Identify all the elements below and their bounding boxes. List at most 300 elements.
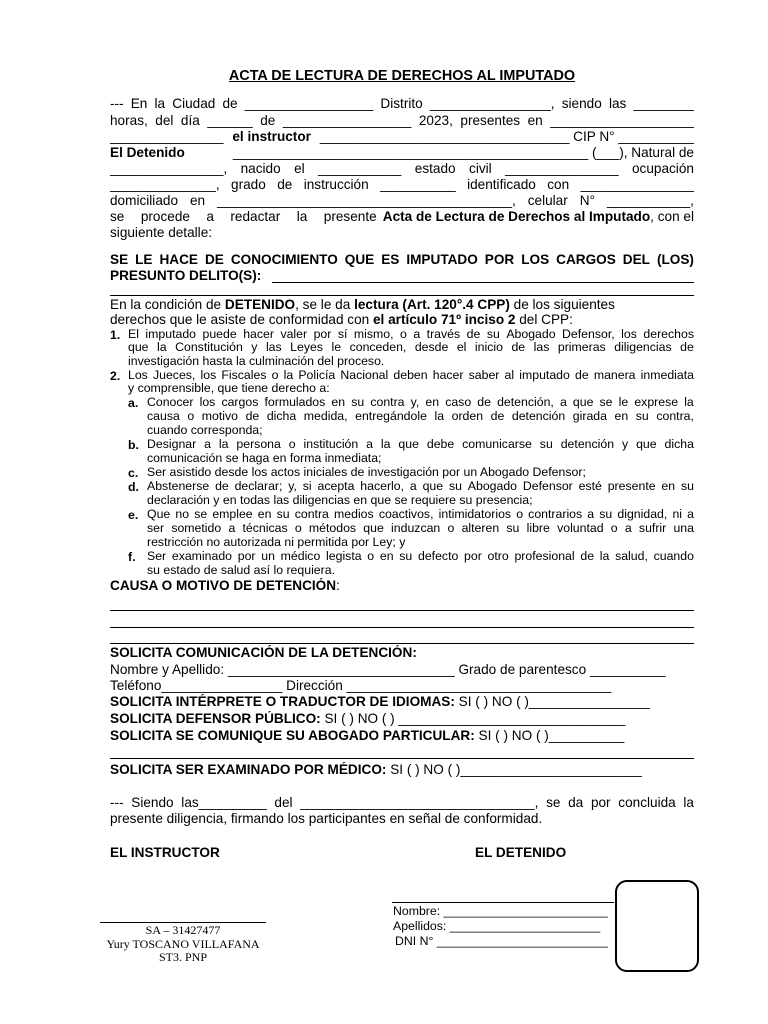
word: Jueces, — [152, 369, 196, 382]
word: a — [204, 438, 211, 451]
request-private-lawyer-options: SI ( ) NO ( )__________ — [474, 728, 625, 743]
word: presente — [607, 480, 656, 493]
word: CONOCIMIENTO — [230, 252, 338, 267]
detainee-signature-line — [392, 902, 614, 903]
right-e-line-3: restricción no autorizada ni permitida por Ley; y — [147, 536, 406, 549]
word: la — [218, 438, 229, 451]
word: su — [506, 522, 520, 535]
right-1-line-3: investigación hasta la culminación del proceso. — [128, 355, 385, 368]
word: Conocer — [147, 396, 194, 409]
word: la — [684, 396, 694, 409]
word: procede — [140, 209, 190, 224]
word: le — [618, 396, 629, 409]
word: o — [187, 410, 195, 423]
word: médico — [280, 550, 321, 563]
request-medical-exam-options: SI ( ) NO ( )________________________ — [386, 762, 642, 777]
word: valer — [280, 328, 308, 341]
word: libre — [526, 522, 550, 535]
word: ______________, — [110, 177, 220, 192]
cause-heading-text: CAUSA O MOTIVO DE DETENCIÓN — [110, 578, 337, 593]
right-letter-f: f. — [128, 550, 136, 564]
cause-heading-colon: : — [336, 578, 340, 593]
word: detención — [560, 438, 615, 451]
word: o — [288, 438, 296, 451]
word: dignidad, — [617, 508, 668, 521]
word: declarar; — [234, 480, 283, 493]
word: otro — [487, 550, 509, 563]
word: grado — [231, 177, 266, 192]
word: de — [575, 369, 589, 382]
word: el — [294, 161, 305, 176]
word: de — [277, 177, 293, 192]
word: derechos — [643, 328, 694, 341]
request-public-defender-label: SOLICITA DEFENSOR PÚBLICO: — [110, 711, 321, 726]
word: su — [399, 550, 413, 563]
word: POR — [484, 252, 515, 267]
word: la — [154, 96, 166, 111]
word: de — [511, 341, 526, 354]
right-number-1: 1. — [110, 328, 121, 342]
word: y, — [288, 480, 297, 493]
cause-blank-2 — [110, 627, 694, 628]
word: presentes — [460, 113, 521, 128]
word: _______________________________, — [300, 795, 539, 810]
word: contrarios — [528, 508, 583, 521]
word: su — [539, 438, 553, 451]
word: legista — [326, 550, 362, 563]
word: ______ — [207, 113, 253, 128]
instructor-rank: ST3. PNP — [158, 950, 208, 964]
word: --- — [110, 795, 124, 810]
word: que — [128, 341, 149, 354]
word: y — [251, 341, 258, 354]
word: cargos — [221, 396, 259, 409]
word: y, — [410, 396, 420, 409]
word: Designar — [147, 438, 197, 451]
intro-line-8-words — [110, 209, 377, 225]
word: detención — [511, 410, 566, 423]
word: o — [516, 508, 524, 521]
bold-run: lectura (Art. 120°.4 CPP) — [354, 297, 510, 312]
word: caso — [445, 396, 472, 409]
word: defecto — [417, 550, 459, 563]
right-a-line-3: cuando corresponda; — [147, 424, 263, 437]
word: la — [283, 369, 294, 382]
word: hacer — [432, 369, 464, 382]
word: persona — [236, 438, 281, 451]
word: DE — [204, 252, 224, 267]
word: voluntad — [557, 522, 604, 535]
word: las — [608, 96, 627, 111]
instructor-name: Yury TOSCANO VILLAFANA — [106, 936, 260, 951]
word: inicio — [474, 341, 503, 354]
text-run: derechos que le asiste de conformidad con — [110, 312, 373, 327]
word: una — [673, 522, 694, 535]
word: IMPUTADO — [406, 252, 478, 267]
word: contra, — [656, 410, 694, 423]
word: entregándole — [355, 410, 427, 423]
word: N° — [579, 193, 596, 208]
word: induzcan — [391, 522, 441, 535]
right-2-line-2: y comprensible, que tiene derecho a: — [128, 382, 330, 395]
word: siendo — [561, 96, 602, 111]
bold-run: el artículo 71º inciso 2 — [372, 312, 516, 327]
right-a-line-2 — [147, 410, 694, 424]
word: --- — [110, 96, 124, 111]
word: presente — [323, 209, 377, 224]
request-medical-exam-label: SOLICITA SER EXAMINADO POR MÉDICO: — [110, 762, 387, 777]
word: sí — [337, 328, 348, 341]
word: motivo — [201, 410, 239, 423]
right-letter-b: b. — [128, 438, 139, 452]
intro-line-8-tail: , con el — [650, 209, 694, 224]
right-b-line-2: comunicación se haga en forma inmediata; — [147, 452, 382, 465]
communication-heading: SOLICITA COMUNICACIÓN DE LA DETENCIÓN: — [110, 645, 417, 660]
detainee-dni-line: DNI N° _________________________ — [395, 934, 608, 948]
word: o — [400, 328, 407, 341]
word: que — [636, 438, 657, 451]
right-d-line-1 — [147, 480, 694, 494]
charges-blank-1 — [272, 282, 694, 283]
word: inmediata — [640, 369, 694, 382]
word: a — [413, 328, 421, 341]
word: Fiscales — [221, 369, 267, 382]
word: a — [409, 480, 417, 493]
word: LE — [135, 252, 153, 267]
charges-blank-2 — [110, 295, 694, 296]
word: medios — [334, 508, 374, 521]
word: en — [614, 410, 629, 423]
word: su — [680, 480, 694, 493]
word: (LOS) — [656, 252, 694, 267]
word: sometido — [171, 522, 222, 535]
document-title: ACTA DE LECTURA DE DERECHOS AL IMPUTADO — [228, 68, 576, 84]
word: las — [533, 341, 550, 354]
word: QUE — [344, 252, 375, 267]
word: desde — [414, 341, 449, 354]
word: a — [228, 522, 236, 535]
word: en — [425, 396, 440, 409]
right-f-line-2: su estado de salud así lo requiera. — [147, 564, 335, 577]
word: de — [245, 410, 260, 423]
word: la — [380, 438, 391, 451]
word: su — [635, 410, 649, 423]
word: mismo, — [353, 328, 394, 341]
word: Siendo — [131, 795, 174, 810]
word: medida, — [303, 410, 348, 423]
word: Abstenerse — [147, 480, 210, 493]
word: ocupación — [631, 161, 694, 176]
word: ___________________ — [550, 113, 694, 128]
word: comunicarse — [462, 438, 532, 451]
word: ES — [381, 252, 400, 267]
word: redactar — [230, 209, 281, 224]
word: las_________ — [181, 795, 267, 810]
word: en — [379, 550, 394, 563]
intro-line-4 — [110, 145, 694, 161]
word: la — [157, 341, 167, 354]
text-run: del CPP: — [515, 312, 573, 327]
condition-line-1 — [110, 297, 694, 313]
word: sufrir — [638, 522, 667, 535]
right-1-line-1 — [128, 328, 694, 342]
word: técnicas — [242, 522, 288, 535]
detainee-label: El Detenido — [110, 145, 185, 160]
intro-line-7 — [110, 193, 694, 209]
word: los — [200, 369, 217, 382]
cause-blank-3 — [110, 643, 694, 644]
word: en — [257, 508, 272, 521]
condition-line-2 — [110, 312, 694, 328]
word: en — [190, 193, 206, 208]
text-run: , se le da — [295, 297, 355, 312]
word: o — [271, 369, 279, 382]
word: Distrito — [380, 96, 423, 111]
request-interpreter-label: SOLICITA INTÉRPRETE O TRADUCTOR DE IDIOMAS: — [110, 694, 455, 709]
word: de — [490, 410, 505, 423]
word: por — [313, 328, 332, 341]
word: profesional — [514, 550, 575, 563]
word: civil — [469, 161, 492, 176]
word: HACE — [159, 252, 198, 267]
word: saber — [468, 369, 500, 382]
word: nacido — [240, 161, 281, 176]
word: ________ — [633, 96, 694, 111]
word: esté — [578, 480, 602, 493]
word: se — [194, 508, 208, 521]
word: hacerlo, — [360, 480, 405, 493]
word: o — [447, 522, 455, 535]
word: que — [398, 438, 419, 451]
intro-blank: _______________ — [110, 129, 224, 144]
word: de — [260, 113, 276, 128]
communication-name-line: Nombre y Apellido: ______________________________ Grado de parentesco __________ — [110, 662, 666, 677]
word: DEL — [622, 252, 650, 267]
word: o — [367, 550, 375, 563]
word: _______________________________________, — [217, 193, 516, 208]
request-public-defender — [110, 711, 694, 727]
word: por — [237, 550, 256, 563]
intro-line-1 — [110, 96, 694, 112]
word: ni — [672, 508, 683, 521]
right-f-line-1 — [147, 550, 694, 564]
word: contra — [294, 508, 329, 521]
word: con — [547, 177, 570, 192]
word: En — [130, 96, 148, 111]
word: ser — [147, 522, 165, 535]
request-blank — [110, 758, 694, 759]
word: Los — [128, 369, 148, 382]
word: 2023, — [418, 113, 453, 128]
word: de — [222, 96, 238, 111]
communication-phone-line: Teléfono________________ Dirección ___________________________________ — [110, 678, 612, 693]
word: horas, — [110, 113, 148, 128]
word: Ser — [147, 550, 167, 563]
request-private-lawyer — [110, 728, 694, 744]
detainee-heading: EL DETENIDO — [475, 845, 567, 860]
right-letter-e: e. — [128, 508, 139, 522]
word: Ciudad — [172, 96, 216, 111]
charges-line-1 — [110, 252, 694, 268]
instructor-code: SA – 31427477 — [145, 923, 221, 937]
word: o — [294, 522, 302, 535]
intro-line-9: siguiente detalle: — [110, 225, 213, 240]
right-e-line-2 — [147, 522, 694, 536]
word: un — [261, 550, 275, 563]
word: intimidatorios — [438, 508, 512, 521]
intro-line-8 — [110, 209, 694, 225]
word: primeras — [557, 341, 606, 354]
word: Defensor, — [562, 328, 615, 341]
word: CARGOS — [556, 252, 616, 267]
word: ___________ — [318, 161, 402, 176]
word: deben — [393, 369, 428, 382]
word: imputado — [145, 328, 197, 341]
cause-blank-1 — [110, 610, 694, 611]
word: _________________ — [282, 113, 412, 128]
word: da — [568, 795, 584, 810]
word: _________________ — [244, 96, 374, 111]
word: si — [302, 480, 312, 493]
right-letter-d: d. — [128, 480, 139, 494]
right-1-line-2 — [128, 341, 694, 355]
word: o — [610, 522, 618, 535]
word: su — [599, 508, 613, 521]
word: coactivos, — [378, 508, 434, 521]
word: ___________, — [607, 193, 694, 208]
word: ________________, — [429, 96, 555, 111]
word: institución — [303, 438, 359, 451]
word: Abogado — [467, 480, 518, 493]
word: métodos — [308, 522, 357, 535]
word: Abogado — [506, 328, 556, 341]
closing-line-2: presente diligencia, firmando los participantes en señal de conformidad. — [110, 811, 543, 826]
word: la — [296, 209, 308, 224]
word: emplee — [212, 508, 253, 521]
word: conceden, — [349, 341, 407, 354]
word: por — [590, 795, 611, 810]
instructor-heading: EL INSTRUCTOR — [110, 845, 220, 860]
word: los — [621, 328, 637, 341]
right-c-line-1: Ser asistido desde los actos iniciales de investigación por un Abogado Defensor; — [147, 466, 586, 479]
word: de — [466, 328, 481, 341]
word: Policía — [298, 369, 336, 382]
right-b-line-1 — [147, 438, 694, 452]
word: la — [683, 795, 694, 810]
word: acepta — [317, 480, 355, 493]
word: por — [464, 550, 482, 563]
right-a-line-1 — [147, 396, 694, 410]
word: alteren — [461, 522, 500, 535]
word: identificado — [467, 177, 536, 192]
word: su — [486, 328, 500, 341]
word: de — [580, 550, 595, 563]
word: exprese — [634, 396, 679, 409]
word: Nacional — [340, 369, 389, 382]
request-medical-exam — [110, 762, 694, 778]
word: su — [448, 480, 462, 493]
word: se — [546, 795, 561, 810]
word: _______________ — [505, 161, 619, 176]
intro-line-3 — [110, 129, 694, 145]
word: no — [175, 508, 190, 521]
word: en — [331, 396, 346, 409]
word: detención, — [497, 396, 554, 409]
instructor-blank: _________________________________ CIP N° __________ — [319, 129, 694, 144]
word: Que — [147, 508, 171, 521]
word: salud, — [615, 550, 648, 563]
charges-line-2: PRESUNTO DELITO(S): — [110, 268, 262, 283]
word: contra — [370, 396, 405, 409]
request-interpreter-options: SI ( ) NO ( )________________ — [454, 694, 650, 709]
request-interpreter — [110, 694, 694, 710]
word: que — [422, 480, 444, 493]
word: en — [661, 480, 676, 493]
word: través — [426, 328, 461, 341]
word: día — [180, 113, 200, 128]
right-letter-c: c. — [128, 466, 139, 480]
word: dicha — [266, 410, 297, 423]
fingerprint-box — [615, 880, 699, 972]
word: y — [621, 438, 629, 451]
instructor-signature-block — [90, 924, 276, 965]
word: manera — [593, 369, 636, 382]
word: la — [434, 410, 445, 423]
word: que — [572, 396, 594, 409]
word: _______________ — [580, 177, 694, 192]
instructor-label: el instructor — [232, 129, 311, 144]
word: se — [599, 396, 613, 409]
word: examinado — [171, 550, 233, 563]
word: LOS — [521, 252, 550, 267]
word: del — [155, 113, 174, 128]
word: su — [276, 508, 290, 521]
word: dicha — [664, 438, 694, 451]
intro-line-5 — [110, 161, 694, 177]
word: le — [331, 341, 342, 354]
word: formulados — [264, 396, 326, 409]
word: a — [687, 508, 694, 521]
word: a — [587, 508, 595, 521]
right-letter-a: a. — [128, 396, 139, 410]
word: las — [265, 341, 282, 354]
word: El — [128, 328, 139, 341]
word: de — [215, 480, 229, 493]
request-private-lawyer-label: SOLICITA SE COMUNIQUE SU ABOGADO PARTICULAR: — [110, 728, 475, 743]
word: al — [504, 369, 515, 382]
word: puede — [202, 328, 237, 341]
word: los — [199, 396, 216, 409]
word: el — [456, 341, 467, 354]
right-number-2: 2. — [110, 369, 121, 383]
word: Leyes — [290, 341, 323, 354]
word: la — [599, 550, 610, 563]
word: a — [366, 438, 373, 451]
word: Defensor — [522, 480, 573, 493]
right-d-line-2: declaración y en todas las diligencias en que se requiere su presencia; — [147, 494, 533, 507]
word: __________ — [380, 177, 456, 192]
word: orden — [451, 410, 484, 423]
acta-title-ref: Acta de Lectura de Derechos al Imputado — [382, 209, 651, 224]
word: instrucción — [303, 177, 369, 192]
word: _______________, — [110, 161, 228, 176]
word: de — [477, 396, 491, 409]
text-run: de los siguientes — [509, 297, 615, 312]
right-2-line-1 — [128, 369, 694, 383]
intro-line-6 — [110, 177, 694, 193]
detainee-name-line: Nombre: ________________________ — [393, 904, 608, 918]
word: causa — [147, 410, 180, 423]
